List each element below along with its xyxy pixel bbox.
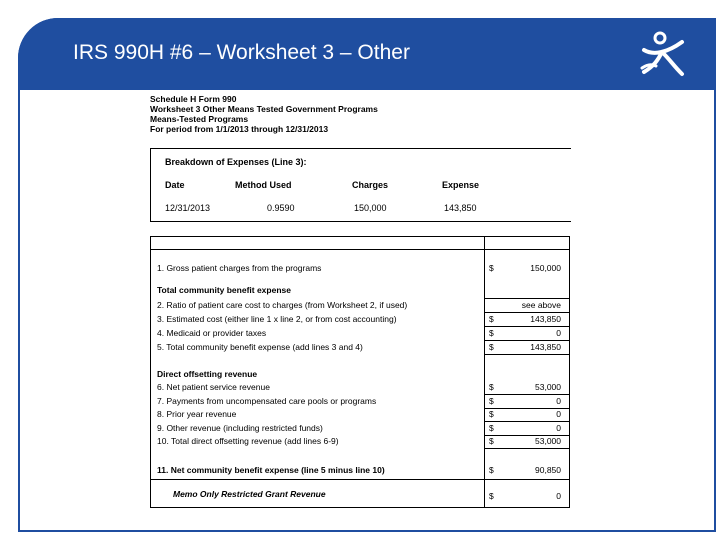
- line-2-amount: see above: [521, 300, 561, 310]
- header-line-worksheet: Worksheet 3 Other Means Tested Government Programs: [150, 104, 378, 114]
- header-line-form: Schedule H Form 990: [150, 94, 237, 104]
- line-5-label: 5. Total community benefit expense (add lines 3 and 4): [157, 342, 363, 352]
- leaping-figure-logo-icon: [638, 30, 688, 78]
- line-1-dollar: $: [489, 263, 494, 273]
- line-4-label: 4. Medicaid or provider taxes: [157, 328, 267, 338]
- memo-amount: 0: [556, 491, 561, 501]
- line-8-dollar: $: [489, 409, 494, 419]
- val-expense: 143,850: [444, 203, 477, 213]
- line-10-amount: 53,000: [535, 436, 561, 446]
- amount-rule: [484, 298, 569, 299]
- line-11-label: 11. Net community benefit expense (line 5 minus line 10): [157, 465, 385, 475]
- header-line-period: For period from 1/1/2013 through 12/31/2013: [150, 124, 329, 134]
- line-10-label: 10. Total direct offsetting revenue (add lines 6-9): [157, 436, 339, 446]
- val-date: 12/31/2013: [165, 203, 211, 213]
- memo-dollar: $: [489, 491, 494, 501]
- line-6-label: 6. Net patient service revenue: [157, 382, 270, 392]
- line-1-amount: 150,000: [530, 263, 561, 273]
- line-11-dollar: $: [489, 465, 494, 475]
- line-9-label: 9. Other revenue (including restricted funds): [157, 423, 323, 433]
- worksheet-header: [150, 94, 378, 134]
- memo-label: Memo Only Restricted Grant Revenue: [173, 489, 326, 499]
- line-6-amount: 53,000: [535, 382, 561, 392]
- line-9-amount: 0: [556, 423, 561, 433]
- line-8-label: 8. Prior year revenue: [157, 409, 237, 419]
- breakdown-box: [150, 148, 571, 222]
- slide-title: IRS 990H #6 – Worksheet 3 – Other: [73, 41, 410, 64]
- amount-rule: [484, 326, 569, 327]
- amount-rule: [484, 312, 569, 313]
- amount-rule: [484, 448, 569, 449]
- header-line-programs: Means-Tested Programs: [150, 114, 249, 124]
- line-4-amount: 0: [556, 328, 561, 338]
- line-9-dollar: $: [489, 423, 494, 433]
- header-rule: [151, 249, 569, 250]
- line-10-dollar: $: [489, 436, 494, 446]
- line-3-label: 3. Estimated cost (either line 1 x line 2, or from cost accounting): [157, 314, 397, 324]
- col-charges: Charges: [352, 180, 389, 190]
- col-expense: Expense: [442, 180, 480, 190]
- column-divider: [484, 237, 485, 507]
- worksheet-table: [150, 236, 570, 508]
- line-4-dollar: $: [489, 328, 494, 338]
- section-expense: Total community benefit expense: [157, 285, 291, 295]
- col-date: Date: [165, 180, 185, 190]
- line-7-dollar: $: [489, 396, 494, 406]
- line-2-label: 2. Ratio of patient care cost to charges (from Worksheet 2, if used): [157, 300, 408, 310]
- col-method: Method Used: [235, 180, 292, 190]
- line-5-dollar: $: [489, 342, 494, 352]
- amount-rule: [484, 421, 569, 422]
- amount-rule: [484, 340, 569, 341]
- line-6-dollar: $: [489, 382, 494, 392]
- line-11-amount: 90,850: [535, 465, 561, 475]
- val-charges: 150,000: [354, 203, 387, 213]
- memo-rule: [151, 479, 569, 480]
- section-offsetting: Direct offsetting revenue: [157, 369, 258, 379]
- line-8-amount: 0: [556, 409, 561, 419]
- breakdown-title: Breakdown of Expenses (Line 3):: [165, 157, 307, 167]
- line-7-label: 7. Payments from uncompensated care pools or programs: [157, 396, 377, 406]
- line-5-amount: 143,850: [530, 342, 561, 352]
- line-3-amount: 143,850: [530, 314, 561, 324]
- amount-rule: [484, 394, 569, 395]
- line-7-amount: 0: [556, 396, 561, 406]
- val-method: 0.9590: [267, 203, 295, 213]
- line-3-dollar: $: [489, 314, 494, 324]
- amount-rule: [484, 354, 569, 355]
- line-1-label: 1. Gross patient charges from the programs: [157, 263, 322, 273]
